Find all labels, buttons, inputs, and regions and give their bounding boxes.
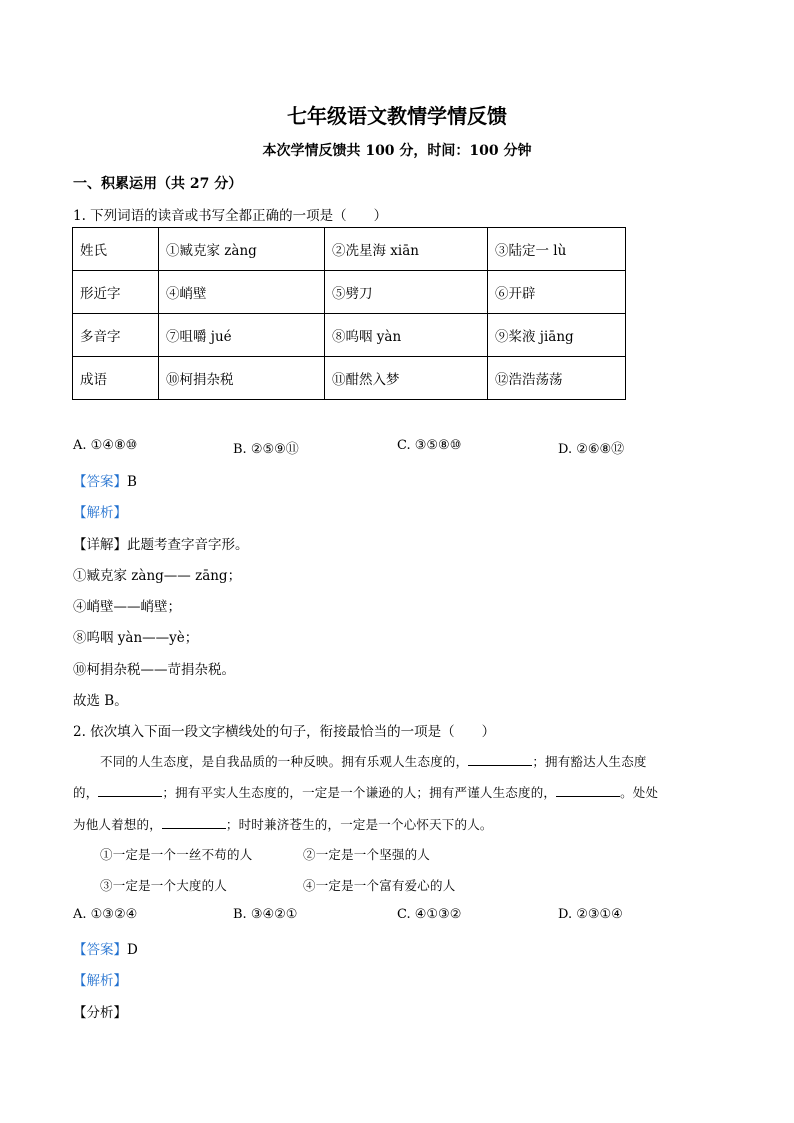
table-row	[73, 228, 626, 271]
option-b: B. ②⑤⑨⑪	[233, 442, 299, 457]
option-a: A. ①④⑧⑩	[73, 438, 138, 453]
table-cell: ⑤劈刀	[325, 271, 488, 314]
blank	[468, 753, 532, 766]
fenxi-tag: 【分析】	[73, 1005, 127, 1021]
table-cell: ③陆定一 lù	[488, 228, 626, 271]
answer-line	[73, 470, 137, 490]
document-subtitle: 本次学情反馈共 100 分，时间：100 分钟	[262, 143, 532, 159]
detail-tag: 【详解】	[73, 537, 127, 553]
explanation-line: ④峭壁——峭壁；	[73, 599, 181, 615]
analysis-tag: 【解析】	[73, 505, 127, 521]
explanation-line: ①臧克家 zàng—— zāng；	[73, 568, 242, 584]
blank	[556, 784, 620, 797]
table-cell: ⑧呜咽 yàn	[325, 314, 488, 357]
choice-2: ②一定是一个坚强的人	[303, 847, 431, 862]
explanation-line: ⑧呜咽 yàn——yè；	[73, 630, 199, 646]
analysis-tag: 【解析】	[73, 973, 127, 989]
table-cell: 成语	[73, 357, 159, 400]
table-cell: 形近字	[73, 271, 159, 314]
blank	[98, 784, 162, 797]
passage-text: ；时时兼济苍生的，一定是一个心怀天下的人。	[225, 817, 493, 832]
conclusion-line: 故选 B。	[73, 693, 128, 709]
table-row	[73, 357, 626, 400]
option-d: D. ②③①④	[558, 907, 623, 922]
detail-line	[73, 533, 249, 553]
section-heading: 一、积累运用（共 27 分）	[73, 176, 243, 192]
document-title: 七年级语文教情学情反馈	[287, 104, 507, 128]
answer-value: D	[127, 942, 138, 958]
table-cell: ④峭壁	[159, 271, 325, 314]
choice-3: ③一定是一个大度的人	[100, 878, 228, 893]
passage-line	[73, 783, 658, 801]
table-cell: ①臧克家 zàng	[159, 228, 325, 271]
question-2-stem: 2. 依次填入下面一段文字横线处的句子，衔接最恰当的一项是（ ）	[73, 724, 496, 740]
explanation-line: ⑩柯捐杂税——苛捐杂税。	[73, 662, 235, 678]
table-cell: 姓氏	[73, 228, 159, 271]
answer-line	[73, 938, 138, 958]
option-a: A. ①③②④	[73, 907, 138, 922]
detail-text: 此题考查字音字形。	[127, 537, 249, 553]
option-c: C. ③⑤⑧⑩	[397, 438, 462, 453]
answer-tag: 【答案】	[73, 474, 127, 490]
table-cell: ②冼星海 xiān	[325, 228, 488, 271]
choice-1: ①一定是一个一丝不苟的人	[100, 847, 253, 862]
table-cell: ⑫浩浩荡荡	[488, 357, 626, 400]
passage-text: 为他人着想的，	[73, 817, 162, 832]
passage-text: ；拥有豁达人生态度	[532, 754, 647, 769]
option-b: B. ③④②①	[233, 907, 298, 922]
table-cell: 多音字	[73, 314, 159, 357]
passage-text: 不同的人生态度，是自我品质的一种反映。拥有乐观人生态度的，	[100, 754, 469, 769]
passage-line	[100, 752, 647, 770]
passage-text: 。处处	[620, 785, 659, 800]
passage-line	[73, 815, 493, 833]
table-cell: ⑦咀嚼 jué	[159, 314, 325, 357]
answer-value: B	[127, 474, 137, 490]
blank	[162, 816, 226, 829]
question-1-stem: 1. 下列词语的读音或书写全都正确的一项是（ ）	[73, 208, 388, 224]
table-row	[73, 314, 626, 357]
table-cell: ⑩柯捐杂税	[159, 357, 325, 400]
passage-text: ；拥有平实人生态度的，一定是一个谦逊的人；拥有严谨人生态度的，	[162, 785, 557, 800]
table-cell: ⑨桨液 jiāng	[488, 314, 626, 357]
passage-text: 的，	[73, 785, 99, 800]
answer-tag: 【答案】	[73, 942, 127, 958]
option-d: D. ②⑥⑧⑫	[558, 442, 625, 457]
choice-4: ④一定是一个富有爱心的人	[303, 878, 456, 893]
option-c: C. ④①③②	[397, 907, 462, 922]
table-row	[73, 271, 626, 314]
table-cell: ⑥开辟	[488, 271, 626, 314]
table-cell: ⑪酣然入梦	[325, 357, 488, 400]
word-table	[72, 227, 626, 400]
